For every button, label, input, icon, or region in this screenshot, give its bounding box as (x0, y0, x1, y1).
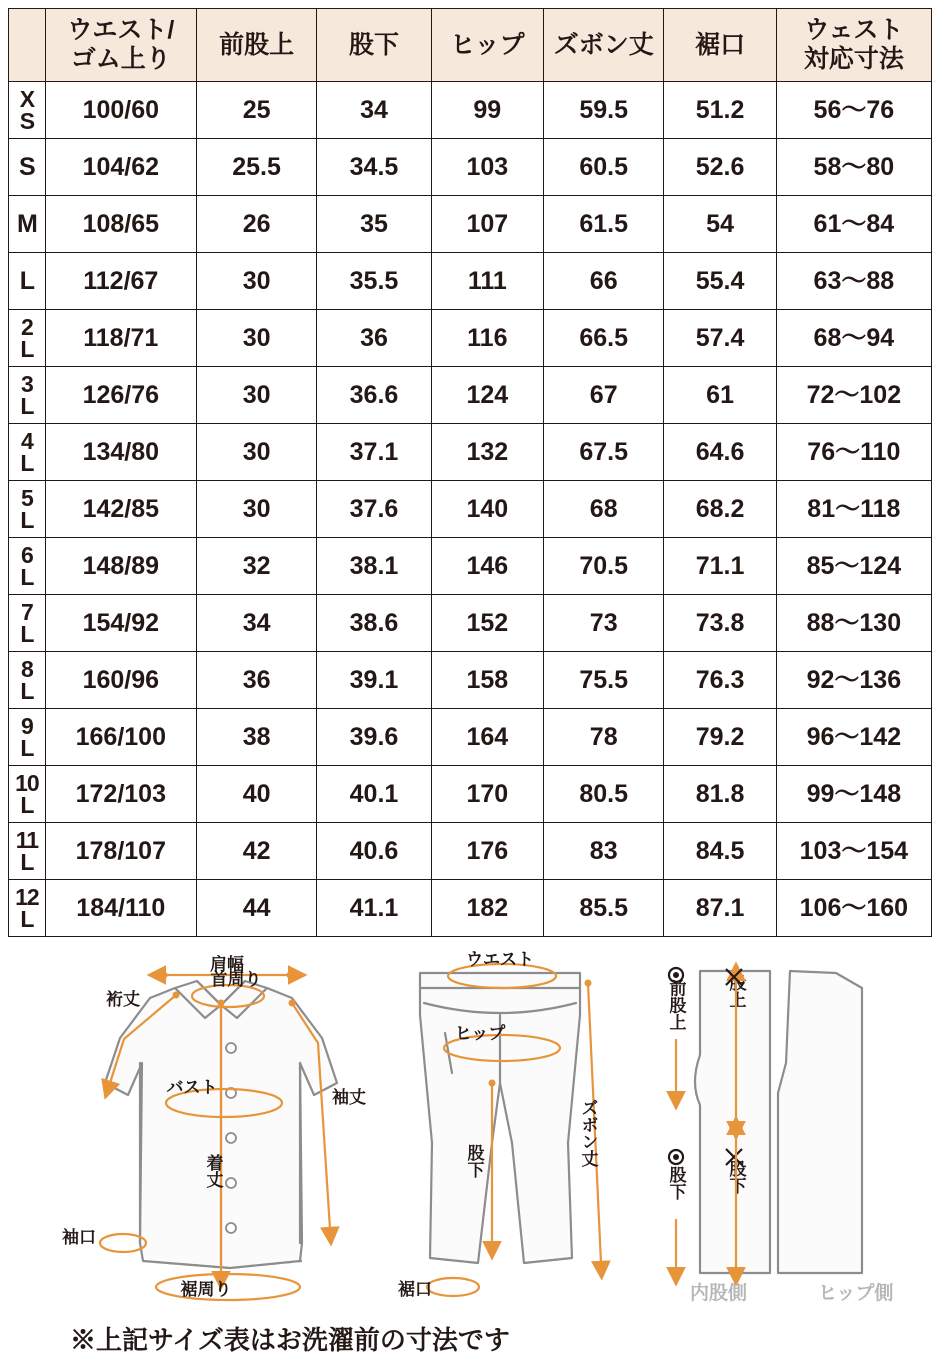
cell-front-rise: 26 (196, 196, 316, 253)
pants-illustration (397, 950, 601, 1299)
label-inseam: 股下 (464, 1144, 484, 1178)
cell-pants-length: 70.5 (543, 538, 663, 595)
cell-pants-length: 59.5 (543, 82, 663, 139)
cell-hem-opening: 68.2 (664, 481, 776, 538)
cell-front-rise: 30 (196, 481, 316, 538)
cell-waist-fit: 72〜102 (776, 367, 931, 424)
cell-hip: 146 (431, 538, 543, 595)
cell-pants-length: 67 (543, 367, 663, 424)
cell-size-label: 3 L (9, 367, 46, 424)
cell-pants-length: 61.5 (543, 196, 663, 253)
jacket-illustration (62, 954, 366, 1300)
label-shoulder-width: 肩幅 (210, 955, 244, 974)
size-table (8, 8, 932, 937)
cell-waist-fit: 56〜76 (776, 82, 931, 139)
cell-size-label: 7 L (9, 595, 46, 652)
table-header-row (9, 9, 932, 82)
cell-pants-length: 83 (543, 823, 663, 880)
cell-waist-rubber: 178/107 (45, 823, 196, 880)
cell-hem-opening: 51.2 (664, 82, 776, 139)
label-body-length: 着丈 (203, 1154, 223, 1188)
label-hip-side: ヒップ側 (818, 1283, 894, 1304)
label-inner-side: 内股側 (690, 1283, 748, 1304)
rise-illustration (667, 968, 894, 1304)
label-front-rise: 前股上 (666, 979, 686, 1031)
cell-waist-rubber: 118/71 (45, 310, 196, 367)
cell-hip: 99 (431, 82, 543, 139)
cell-hem-opening: 87.1 (664, 880, 776, 937)
label-pants-length: ズボン丈 (578, 1099, 598, 1167)
cell-size-label: 2 L (9, 310, 46, 367)
cell-front-rise: 42 (196, 823, 316, 880)
label-rise-inseam-right: 股下 (726, 1160, 746, 1194)
cell-inseam: 34.5 (317, 139, 431, 196)
header-waist-rubber-line1: ウエスト/ (67, 16, 175, 45)
cell-waist-fit: 103〜154 (776, 823, 931, 880)
header-waist-rubber-line2: ゴム上り (70, 45, 171, 73)
header-waist-fit-line2: 対応寸法 (803, 45, 904, 73)
cell-front-rise: 30 (196, 424, 316, 481)
cell-size-label: M (9, 196, 46, 253)
cell-hem-opening: 73.8 (664, 595, 776, 652)
cell-inseam: 36.6 (317, 367, 431, 424)
cell-front-rise: 30 (196, 367, 316, 424)
illustration-svg (0, 943, 940, 1343)
cell-waist-rubber: 166/100 (45, 709, 196, 766)
header-hip: ヒップ (431, 9, 543, 82)
cell-hem-opening: 55.4 (664, 253, 776, 310)
cell-hip: 152 (431, 595, 543, 652)
cell-hem-opening: 61 (664, 367, 776, 424)
label-pants-hip: ヒップ (454, 1024, 506, 1043)
cell-inseam: 37.1 (317, 424, 431, 481)
cell-waist-rubber: 172/103 (45, 766, 196, 823)
table-row (9, 82, 932, 139)
cell-hip: 132 (431, 424, 543, 481)
header-front-rise: 前股上 (196, 9, 316, 82)
cell-waist-fit: 88〜130 (776, 595, 931, 652)
cell-waist-fit: 81〜118 (776, 481, 931, 538)
header-inseam: 股下 (317, 9, 431, 82)
label-hem-round: 裾周り (180, 1280, 232, 1299)
size-table-body (9, 82, 932, 937)
cell-inseam: 35.5 (317, 253, 431, 310)
cell-hip: 176 (431, 823, 543, 880)
cell-waist-fit: 61〜84 (776, 196, 931, 253)
header-waist-rubber (45, 9, 196, 82)
cell-hip: 116 (431, 310, 543, 367)
label-rise-top: 股上 (726, 974, 746, 1008)
table-row (9, 652, 932, 709)
cell-waist-rubber: 160/96 (45, 652, 196, 709)
cell-waist-fit: 58〜80 (776, 139, 931, 196)
cell-hem-opening: 76.3 (664, 652, 776, 709)
cell-waist-fit: 92〜136 (776, 652, 931, 709)
table-row (9, 823, 932, 880)
cell-size-label: 11 L (9, 823, 46, 880)
cell-inseam: 34 (317, 82, 431, 139)
cell-inseam: 37.6 (317, 481, 431, 538)
cell-hip: 164 (431, 709, 543, 766)
cell-waist-rubber: 104/62 (45, 139, 196, 196)
cell-hem-opening: 81.8 (664, 766, 776, 823)
cell-pants-length: 68 (543, 481, 663, 538)
footnote: ※上記サイズ表はお洗濯前の寸法です (70, 1325, 510, 1355)
label-neck: 首周り (210, 970, 262, 989)
cell-hip: 182 (431, 880, 543, 937)
cell-hip: 124 (431, 367, 543, 424)
cell-size-label: 10 L (9, 766, 46, 823)
cell-pants-length: 60.5 (543, 139, 663, 196)
table-row (9, 709, 932, 766)
cell-waist-rubber: 100/60 (45, 82, 196, 139)
cell-waist-fit: 96〜142 (776, 709, 931, 766)
cell-waist-fit: 63〜88 (776, 253, 931, 310)
cell-hem-opening: 54 (664, 196, 776, 253)
cell-hem-opening: 57.4 (664, 310, 776, 367)
cell-front-rise: 25 (196, 82, 316, 139)
cell-size-label: 12 L (9, 880, 46, 937)
cell-hip: 103 (431, 139, 543, 196)
cell-inseam: 36 (317, 310, 431, 367)
cell-size-label: 4 L (9, 424, 46, 481)
table-row (9, 880, 932, 937)
cell-pants-length: 85.5 (543, 880, 663, 937)
cell-inseam: 41.1 (317, 880, 431, 937)
label-pants-waist: ウエスト (466, 950, 534, 969)
cell-pants-length: 66 (543, 253, 663, 310)
table-row (9, 196, 932, 253)
cell-front-rise: 38 (196, 709, 316, 766)
cell-size-label: 9 L (9, 709, 46, 766)
cell-inseam: 39.6 (317, 709, 431, 766)
cell-front-rise: 30 (196, 310, 316, 367)
cell-inseam: 38.6 (317, 595, 431, 652)
cell-front-rise: 32 (196, 538, 316, 595)
cell-hip: 107 (431, 196, 543, 253)
cell-pants-length: 67.5 (543, 424, 663, 481)
label-rise-inseam-left: 股下 (666, 1166, 686, 1200)
cell-front-rise: 34 (196, 595, 316, 652)
table-row (9, 139, 932, 196)
cell-waist-rubber: 126/76 (45, 367, 196, 424)
cell-waist-rubber: 154/92 (45, 595, 196, 652)
cell-inseam: 35 (317, 196, 431, 253)
label-bust: バスト (166, 1078, 218, 1097)
cell-inseam: 40.6 (317, 823, 431, 880)
cell-pants-length: 80.5 (543, 766, 663, 823)
cell-front-rise: 36 (196, 652, 316, 709)
cell-hem-opening: 71.1 (664, 538, 776, 595)
cell-waist-rubber: 134/80 (45, 424, 196, 481)
cell-waist-rubber: 112/67 (45, 253, 196, 310)
label-yuki: 裄丈 (106, 990, 140, 1009)
table-row (9, 310, 932, 367)
table-row (9, 481, 932, 538)
cell-pants-length: 75.5 (543, 652, 663, 709)
label-sleeve-length: 袖丈 (332, 1088, 366, 1107)
table-row (9, 367, 932, 424)
table-row (9, 424, 932, 481)
cell-pants-length: 78 (543, 709, 663, 766)
cell-hem-opening: 64.6 (664, 424, 776, 481)
cell-hip: 158 (431, 652, 543, 709)
cell-size-label: L (9, 253, 46, 310)
cell-pants-length: 73 (543, 595, 663, 652)
cell-waist-rubber: 142/85 (45, 481, 196, 538)
header-hem-opening: 裾口 (664, 9, 776, 82)
cell-waist-fit: 68〜94 (776, 310, 931, 367)
header-size (9, 9, 46, 82)
cell-hip: 140 (431, 481, 543, 538)
cell-pants-length: 66.5 (543, 310, 663, 367)
cell-inseam: 40.1 (317, 766, 431, 823)
cell-hip: 170 (431, 766, 543, 823)
cell-hip: 111 (431, 253, 543, 310)
cell-waist-rubber: 108/65 (45, 196, 196, 253)
table-row (9, 538, 932, 595)
cell-hem-opening: 79.2 (664, 709, 776, 766)
cell-waist-fit: 76〜110 (776, 424, 931, 481)
cell-waist-rubber: 148/89 (45, 538, 196, 595)
cell-hem-opening: 84.5 (664, 823, 776, 880)
cell-size-label: X S (9, 82, 46, 139)
cell-inseam: 39.1 (317, 652, 431, 709)
cell-front-rise: 44 (196, 880, 316, 937)
cell-front-rise: 40 (196, 766, 316, 823)
cell-size-label: 8 L (9, 652, 46, 709)
cell-hem-opening: 52.6 (664, 139, 776, 196)
header-waist-fit-range (776, 9, 931, 82)
cell-size-label: 5 L (9, 481, 46, 538)
measurement-illustrations (0, 943, 940, 1343)
cell-front-rise: 30 (196, 253, 316, 310)
cell-size-label: 6 L (9, 538, 46, 595)
cell-inseam: 38.1 (317, 538, 431, 595)
table-row (9, 595, 932, 652)
cell-size-label: S (9, 139, 46, 196)
cell-waist-fit: 85〜124 (776, 538, 931, 595)
table-row (9, 766, 932, 823)
cell-waist-rubber: 184/110 (45, 880, 196, 937)
table-row (9, 253, 932, 310)
header-waist-fit-line1: ウェスト (804, 16, 904, 45)
header-pants-length: ズボン丈 (543, 9, 663, 82)
cell-front-rise: 25.5 (196, 139, 316, 196)
label-pants-hem: 裾口 (398, 1280, 432, 1299)
cell-waist-fit: 106〜160 (776, 880, 931, 937)
cell-waist-fit: 99〜148 (776, 766, 931, 823)
label-cuff: 袖口 (62, 1228, 96, 1247)
